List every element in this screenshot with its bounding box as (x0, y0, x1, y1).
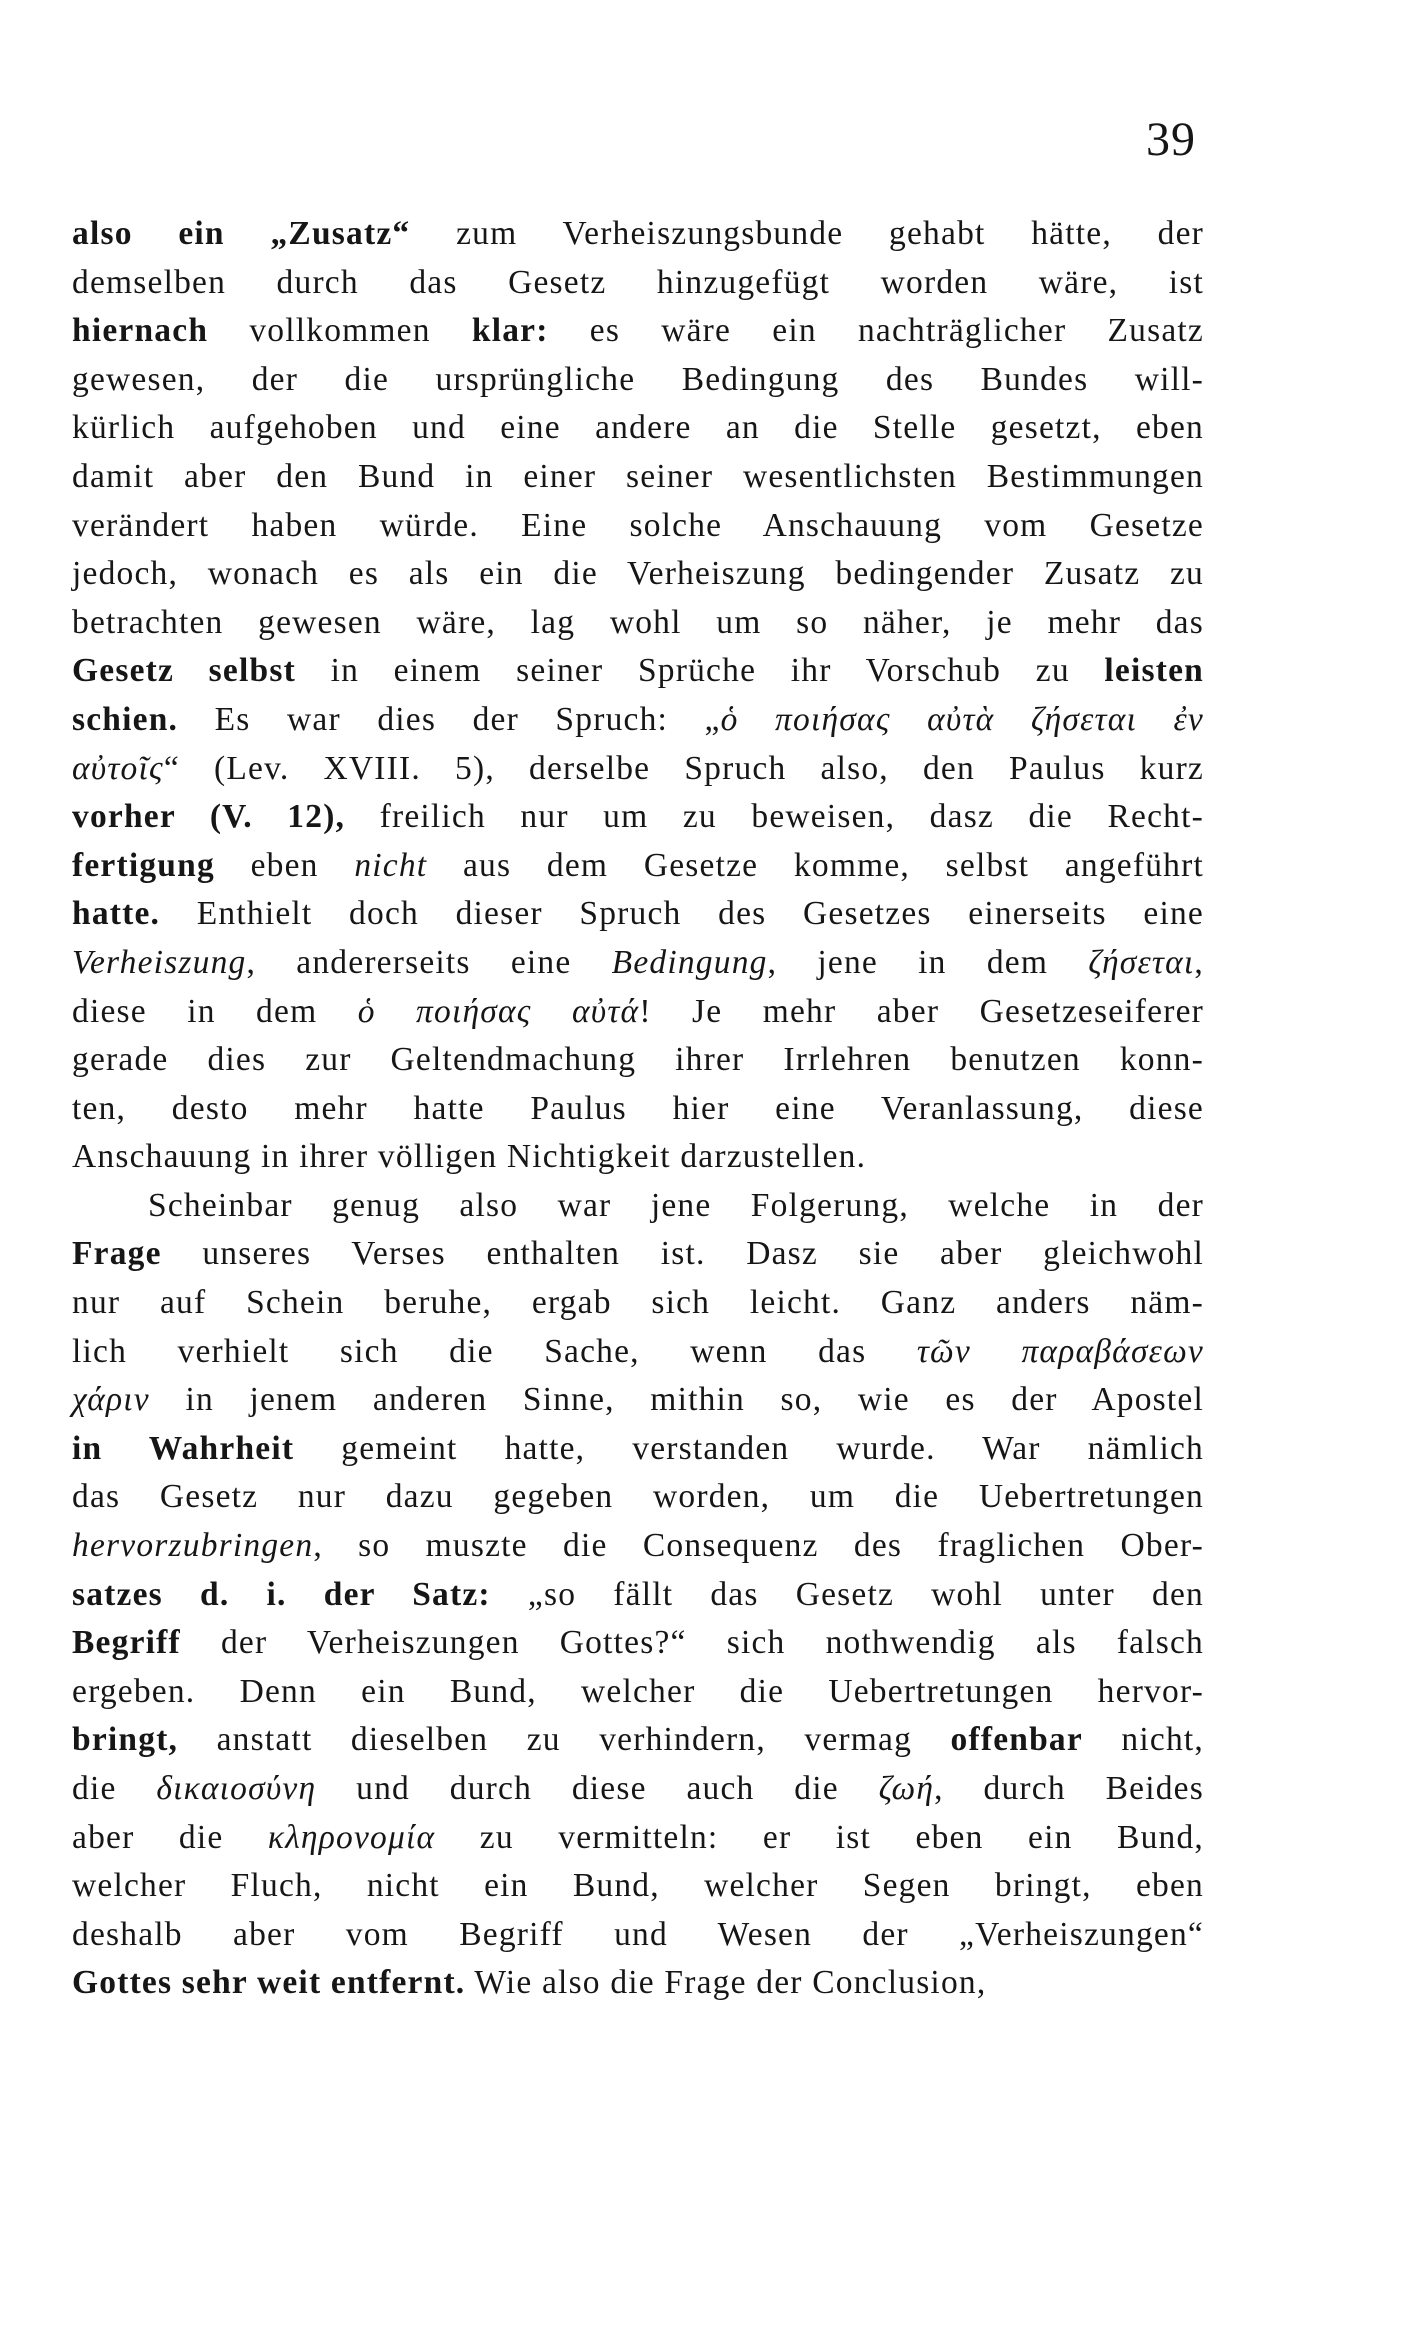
emphasis-text: ζωή (878, 1770, 935, 1807)
text-line (72, 1425, 1204, 1474)
text-segment: bringt, (72, 1721, 179, 1759)
text-segment: anstatt dieselben zu verhindern, vermag (178, 1721, 951, 1759)
text-segment: verändert haben würde. Eine solche Anschauung vom Gesetze (72, 506, 1204, 544)
text-segment: nicht, (1082, 1721, 1204, 1759)
text-line (72, 404, 1204, 453)
emphasis-text: Verheiszung (72, 943, 247, 981)
text-line (72, 599, 1204, 648)
text-segment: es wäre ein nachträglicher Zusatz (548, 312, 1205, 350)
text-line (72, 1376, 1204, 1425)
text-segment: vorher (V. 12), (72, 798, 346, 836)
text-segment: satzes d. i. der Satz: (72, 1575, 491, 1613)
text-segment: klar: (471, 312, 549, 350)
text-segment: Es war dies der Spruch: „ (178, 700, 721, 738)
text-segment: Anschauung in ihrer völligen Nichtigkeit darzustellen. (72, 1138, 867, 1176)
text-line (72, 842, 1204, 891)
text-line (72, 1668, 1204, 1717)
text-segment: das Gesetz nur dazu gegeben worden, um die Uebertretungen (72, 1478, 1204, 1516)
text-segment: , so muszte die Consequenz des fraglichen Ober- (313, 1527, 1204, 1565)
emphasis-text: ὁ ποιήσας αὐτὰ ζήσεται ἐν (720, 700, 1204, 738)
text-segment: , durch Beides (934, 1770, 1204, 1807)
text-line (72, 210, 1204, 259)
text-segment: Frage (72, 1235, 162, 1273)
text-line (72, 745, 1204, 794)
text-line (72, 356, 1204, 405)
text-line (72, 1230, 1204, 1279)
text-segment: gewesen, der die ursprüngliche Bedingung des Bundes will- (72, 360, 1204, 398)
text-segment: „so fällt das Gesetz wohl unter den (490, 1575, 1204, 1613)
text-segment: gemeint hatte, verstanden wurde. War nämlich (294, 1429, 1204, 1467)
text-line (72, 1571, 1204, 1620)
emphasis-text: ζήσεται (1088, 943, 1195, 981)
text-segment: kürlich aufgehoben und eine andere an die Stelle gesetzt, eben (72, 409, 1204, 447)
text-segment: fertigung (72, 846, 215, 884)
text-segment: und durch diese auch die (316, 1770, 879, 1807)
text-segment: , andererseits eine (246, 943, 612, 981)
text-line (72, 259, 1204, 308)
text-line (72, 1522, 1204, 1571)
text-line (72, 1765, 1204, 1814)
text-segment: ergeben. Denn ein Bund, welcher die Uebertretungen hervor- (72, 1672, 1204, 1710)
emphasis-text: ὁ ποιήσας αὐτά (357, 992, 640, 1030)
text-segment: ten, desto mehr hatte Paulus hier eine Veranlassung, diese (72, 1089, 1204, 1127)
text-line (72, 1814, 1204, 1863)
text-segment: diese in dem (72, 992, 358, 1030)
text-line (72, 647, 1204, 696)
text-segment: vollkommen (208, 312, 472, 350)
text-segment: welcher Fluch, nicht ein Bund, welcher Segen bringt, eben (72, 1867, 1204, 1905)
text-line (72, 1716, 1204, 1765)
text-segment: hatte. (72, 895, 161, 933)
body-text (72, 210, 1204, 2008)
text-segment: Gottes sehr weit entfernt. (72, 1964, 466, 2002)
text-segment: ! Je mehr aber Gesetzeseiferer (639, 992, 1204, 1030)
text-line (72, 939, 1204, 988)
emphasis-text: Bedingung (611, 943, 768, 981)
text-segment: Wie also die Frage der Conclusion, (465, 1964, 987, 2002)
text-segment: leisten (1104, 652, 1204, 690)
text-line (72, 307, 1204, 356)
text-line (72, 988, 1204, 1037)
text-segment: betrachten gewesen wäre, lag wohl um so näher, je mehr das (72, 603, 1204, 641)
text-line (72, 696, 1204, 745)
text-segment: nur auf Schein beruhe, ergab sich leicht. Ganz anders näm- (72, 1284, 1204, 1322)
text-line (72, 890, 1204, 939)
text-segment: zum Verheiszungsbunde gehabt hätte, der (410, 215, 1204, 252)
text-segment: lich verhielt sich die Sache, wenn das (72, 1332, 917, 1370)
text-line (72, 1862, 1204, 1911)
text-segment: Scheinbar genug also war jene Folgerung, welche in der (148, 1186, 1204, 1224)
text-segment: aber die (72, 1818, 268, 1856)
text-segment: unseres Verses enthalten ist. Dasz sie aber gleichwohl (161, 1235, 1204, 1273)
text-line (72, 550, 1204, 599)
text-line (72, 1085, 1204, 1134)
text-segment: gerade dies zur Geltendmachung ihrer Irrlehren benutzen konn- (72, 1041, 1204, 1079)
text-line (72, 1036, 1204, 1085)
text-segment: , (1194, 943, 1204, 981)
text-line (72, 1279, 1204, 1328)
emphasis-text: κληρονομία (267, 1818, 436, 1856)
text-segment: in Wahrheit (72, 1429, 295, 1467)
text-line (72, 1328, 1204, 1377)
text-segment: zu vermitteln: er ist eben ein Bund, (435, 1818, 1204, 1856)
emphasis-text: nicht (354, 846, 428, 884)
text-segment: hiernach (72, 312, 209, 350)
text-segment: , jene in dem (767, 943, 1089, 981)
text-line (72, 502, 1204, 551)
text-line (72, 1473, 1204, 1522)
text-segment: demselben durch das Gesetz hinzugefügt worden wäre, ist (72, 263, 1204, 301)
text-segment: offenbar (950, 1721, 1083, 1759)
text-segment: deshalb aber vom Begriff und Wesen der „Verheiszungen“ (72, 1915, 1204, 1953)
text-line (72, 1182, 1204, 1231)
emphasis-text: hervorzubringen (72, 1527, 314, 1565)
emphasis-text: τῶν παραβάσεων (916, 1332, 1204, 1370)
text-line (72, 453, 1204, 502)
text-segment: schien. (72, 700, 179, 738)
text-segment: in jenem anderen Sinne, mithin so, wie es der Apostel (149, 1381, 1204, 1419)
text-segment: die (72, 1770, 157, 1807)
text-segment: eben (214, 846, 355, 884)
text-segment: also ein „Zusatz“ (72, 215, 411, 252)
text-segment: jedoch, wonach es als ein die Verheiszung bedingender Zusatz zu (72, 555, 1204, 593)
text-segment: freilich nur um zu beweisen, dasz die Recht- (345, 798, 1204, 836)
text-line (72, 1619, 1204, 1668)
text-segment: Begriff (72, 1624, 181, 1662)
page-number: 39 (1146, 113, 1196, 166)
emphasis-text: αὐτοῖς (72, 749, 164, 787)
text-segment: in einem seiner Sprüche ihr Vorschub zu (295, 652, 1105, 690)
text-segment: damit aber den Bund in einer seiner wesentlichsten Bestimmungen (72, 457, 1204, 495)
text-line (72, 1133, 1204, 1182)
text-segment: Enthielt doch dieser Spruch des Gesetzes einerseits eine (160, 895, 1204, 933)
text-segment: der Verheiszungen Gottes?“ sich nothwendig als falsch (180, 1624, 1204, 1662)
emphasis-text: χάριν (72, 1381, 150, 1419)
text-segment: aus dem Gesetze komme, selbst angeführt (427, 846, 1204, 884)
emphasis-text: δικαιοσύνη (156, 1770, 317, 1807)
text-segment: “ (Lev. XVIII. 5), derselbe Spruch also, den Paulus kurz (163, 749, 1204, 787)
text-segment: Gesetz selbst (72, 652, 296, 690)
text-line (72, 1959, 1204, 2008)
text-line (72, 1911, 1204, 1960)
text-line (72, 793, 1204, 842)
